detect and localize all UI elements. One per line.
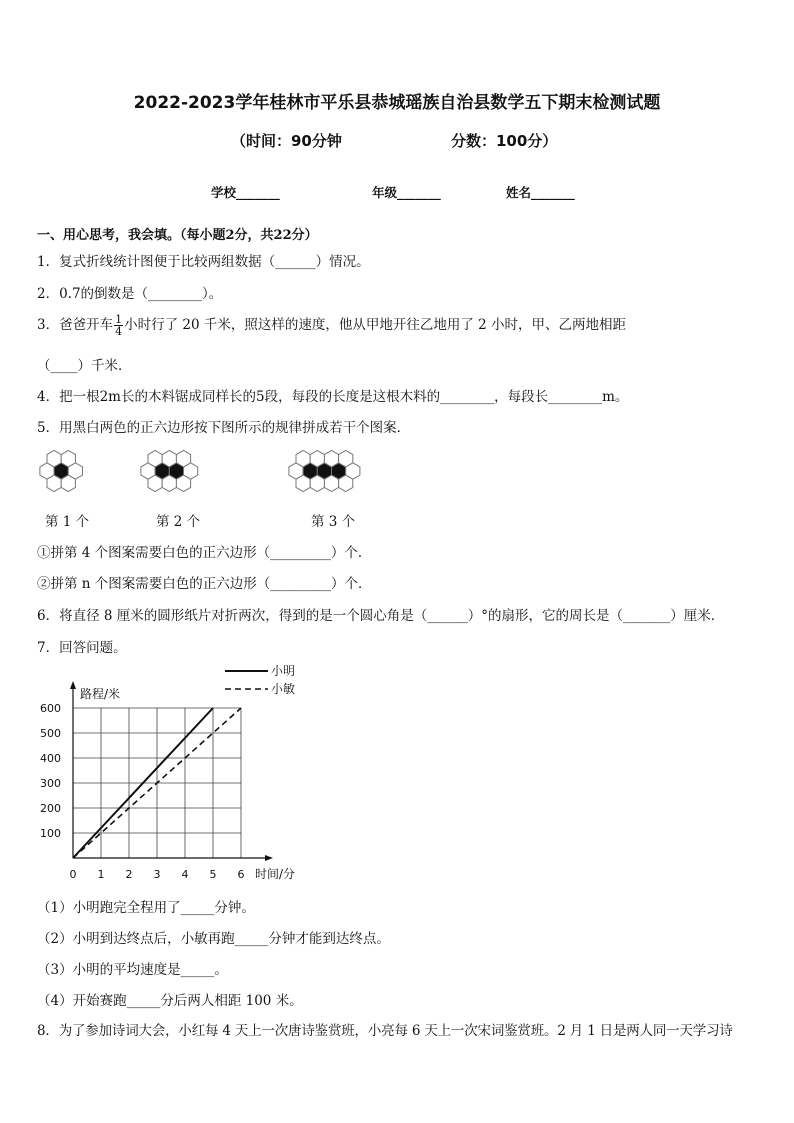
white-hexagon [339,451,353,467]
white-hexagon [176,475,190,491]
section-heading: 一、用心思考，我会填。（每小题2分，共22分） [37,228,318,243]
x-tick-label: 1 [97,868,105,881]
x-tick-label: 2 [125,868,133,881]
x-tick-label: 5 [209,868,217,881]
question-5-sub2: ②拼第 n 个图案需要白色的正六边形（_________）个． [37,576,372,592]
pattern-caption-1: 第 1 个 [45,514,90,530]
question-7-sub4: （4）开始赛跑_____分后两人相距 100 米。 [37,993,303,1009]
x-tick-label: 0 [69,868,77,881]
x-axis-arrow [265,855,273,861]
y-tick-label: 400 [40,752,61,765]
y-axis-label: 路程/米 [80,687,121,701]
question-5-sub1: ①拼第 4 个图案需要白色的正六边形（_________）个． [37,545,372,561]
x-tick-label: 3 [153,868,161,881]
fraction-denominator: 4 [115,325,123,338]
question-7-sub3: （3）小明的平均速度是_____。 [37,962,228,978]
exam-score: 分数：100分） [451,132,558,150]
white-hexagon [61,475,75,491]
exam-time: （时间：90分钟 [231,132,342,150]
white-hexagon [47,475,61,491]
white-hexagon [162,451,176,467]
white-hexagon [310,475,324,491]
distance-time-chart [30,660,330,885]
white-hexagon [176,451,190,467]
legend-label: 小明 [271,664,296,678]
x-tick-label: 4 [181,868,189,881]
white-hexagon [61,451,75,467]
question-3-line2: （____）千米． [37,358,132,374]
question-5: 5．用黑白两色的正六边形按下图所示的规律拼成若干个图案． [37,420,411,436]
legend-label: 小敏 [271,682,296,696]
question-3 [37,313,626,337]
question-7: 7．回答问题。 [37,640,127,656]
y-tick-label: 200 [40,802,61,815]
question-8: 8．为了参加诗词大会，小红每 4 天上一次唐诗鉴赏班，小亮每 6 天上一次宋词鉴赏班。2 月 1 日是两人同一天学习诗 [37,1023,733,1039]
white-hexagon [310,451,324,467]
white-hexagon [339,475,353,491]
fraction [114,314,123,337]
question-6: 6．将直径 8 厘米的圆形纸片对折两次，得到的是一个圆心角是（______）°的扇形，它的周长是（_______）厘米． [37,608,725,624]
x-axis-label: 时间/分 [255,867,296,881]
y-tick-label: 500 [40,727,61,740]
white-hexagon [148,451,162,467]
question-1: 1．复式折线统计图便于比较两组数据（______）情况。 [37,254,370,270]
question-3-before: 3．爸爸开车 [37,317,114,333]
hexagon-patterns [30,440,430,502]
question-7-sub2: （2）小明到达终点后，小敏再跑_____分钟才能到达终点。 [37,931,390,947]
name-field[interactable]: 姓名_______ [506,185,575,200]
white-hexagon [148,475,162,491]
pattern-caption-2: 第 2 个 [156,514,201,530]
white-hexagon [324,451,338,467]
white-hexagon [296,451,310,467]
white-hexagon [296,475,310,491]
question-2: 2．0.7的倒数是（________）。 [37,286,223,302]
pattern-caption-3: 第 3 个 [311,514,356,530]
question-7-sub1: （1）小明跑完全程用了_____分钟。 [37,900,255,916]
x-tick-label: 6 [237,868,245,881]
grade-field[interactable]: 年级_______ [372,185,441,200]
white-hexagon [324,475,338,491]
white-hexagon [162,475,176,491]
school-field[interactable]: 学校_______ [211,185,280,200]
question-3-after: 小时行了 20 千米，照这样的速度，他从甲地开往乙地用了 2 小时，甲、乙两地相距 [124,317,627,333]
fraction-numerator: 1 [115,313,123,326]
y-tick-label: 100 [40,827,61,840]
white-hexagon [47,451,61,467]
y-tick-label: 600 [40,702,61,715]
y-tick-label: 300 [40,777,61,790]
question-4: 4．把一根2m长的木料锯成同样长的5段，每段的长度是这根木料的________，每段长________m。 [37,389,629,405]
page-title: 2022-2023学年桂林市平乐县恭城瑶族自治县数学五下期末检测试题 [133,93,661,113]
y-axis-arrow [70,681,76,689]
